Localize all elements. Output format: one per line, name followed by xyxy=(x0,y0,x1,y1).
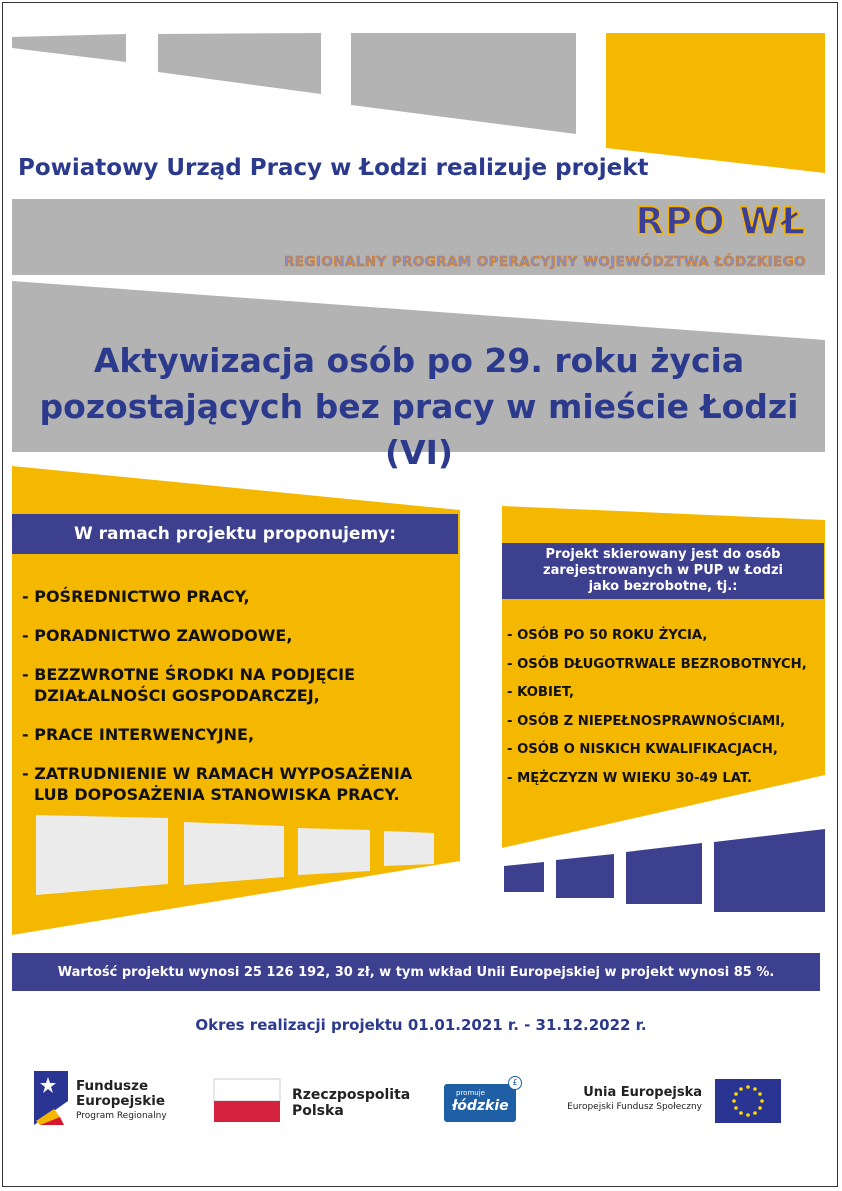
top-tile-2 xyxy=(158,33,321,94)
window-3 xyxy=(298,828,370,875)
eu-flag-logo xyxy=(715,1079,781,1123)
rpo-title: RPO WŁ xyxy=(635,200,806,243)
offer-item-continuation: LUB DOPOSAŻENIA STANOWISKA PRACY. xyxy=(34,785,400,804)
target-item: - KOBIET, xyxy=(507,685,574,700)
target-heading-line-3: jako bezrobotne, tj.: xyxy=(588,579,738,594)
offer-item xyxy=(22,664,462,706)
lodzkie-big-text: łódzkie xyxy=(452,1098,509,1114)
offer-heading: W ramach projektu proponujemy: xyxy=(12,514,458,554)
project-title-line-1: Aktywizacja osób po 29. roku życia xyxy=(93,341,745,380)
top-tile-1 xyxy=(12,34,126,62)
target-heading-line-1: Projekt skierowany jest do osób xyxy=(545,547,781,562)
navy-tile-4 xyxy=(714,829,825,912)
project-value-bar: Wartość projektu wynosi 25 126 192, 30 zł, w tym wkład Unii Europejskiej w projekt wynosi 85 %. xyxy=(12,953,820,991)
lodzkie-mark-icon: £ xyxy=(508,1076,522,1090)
target-item: - MĘŻCZYZN W WIEKU 30-49 LAT. xyxy=(507,770,752,786)
rzeczpospolita-text xyxy=(292,1087,410,1119)
fe-line-2: Europejskie xyxy=(76,1093,166,1109)
rp-line-2: Polska xyxy=(292,1103,344,1119)
promuje-lodzkie-logo xyxy=(444,1078,518,1122)
window-1 xyxy=(36,815,168,895)
navy-tile-1 xyxy=(504,862,544,892)
navy-tile-2 xyxy=(556,854,614,898)
window-4 xyxy=(384,831,434,866)
offer-item-text: - POŚREDNICTWO PRACY, xyxy=(22,587,250,606)
ue-line-2: Europejski Fundusz Społeczny xyxy=(567,1102,702,1112)
fundusze-europejskie-logo xyxy=(34,1071,68,1125)
target-item: - OSÓB O NISKICH KWALIFIKACJACH, xyxy=(507,742,778,757)
offer-item-text: - BEZZWROTNE ŚRODKI NA PODJĘCIE xyxy=(22,665,356,684)
rpo-subtitle: REGIONALNY PROGRAM OPERACYJNY WOJEWÓDZTWA ŁÓDZKIEGO xyxy=(284,254,806,270)
offer-item-text: - PRACE INTERWENCYJNE, xyxy=(22,725,255,744)
top-tile-yellow xyxy=(606,33,825,173)
unia-europejska-text xyxy=(560,1085,702,1115)
target-heading xyxy=(502,543,824,599)
offer-item xyxy=(22,763,462,805)
target-item: - OSÓB PO 50 ROKU ŻYCIA, xyxy=(507,628,708,643)
polish-flag-logo xyxy=(214,1079,280,1122)
fundusze-europejskie-text xyxy=(76,1079,167,1124)
offer-item-text: - PORADNICTWO ZAWODOWE, xyxy=(22,626,293,645)
ue-line-1: Unia Europejska xyxy=(583,1085,702,1100)
offer-item-continuation: DZIAŁALNOŚCI GOSPODARCZEJ, xyxy=(34,686,320,705)
project-title xyxy=(14,338,824,476)
navy-tile-3 xyxy=(626,843,702,904)
offer-item xyxy=(22,724,462,745)
lodzkie-small-text: promuje xyxy=(456,1089,485,1097)
window-2 xyxy=(184,822,284,885)
target-item: - OSÓB Z NIEPEŁNOSPRAWNOŚCIAMI, xyxy=(507,713,786,729)
target-item: - OSÓB DŁUGOTRWALE BEZROBOTNYCH, xyxy=(507,656,807,672)
offer-item xyxy=(22,586,462,607)
project-period: Okres realizacji projektu 01.01.2021 r. - 31.12.2022 r. xyxy=(195,1016,647,1034)
project-title-line-2: pozostających bez pracy w mieście Łodzi (VI) xyxy=(39,387,799,472)
header-text: Powiatowy Urząd Pracy w Łodzi realizuje projekt xyxy=(18,155,649,181)
fe-line-1: Fundusze xyxy=(76,1078,149,1094)
offer-list xyxy=(22,586,462,823)
offer-item-text: - ZATRUDNIENIE W RAMACH WYPOSAŻENIA xyxy=(22,764,413,783)
target-list xyxy=(507,628,827,799)
target-heading-line-2: zarejestrowanych w PUP w Łodzi xyxy=(543,563,783,578)
top-tile-3 xyxy=(351,33,576,134)
fe-line-3: Program Regionalny xyxy=(76,1111,167,1121)
rp-line-1: Rzeczpospolita xyxy=(292,1087,411,1103)
offer-item xyxy=(22,625,462,646)
